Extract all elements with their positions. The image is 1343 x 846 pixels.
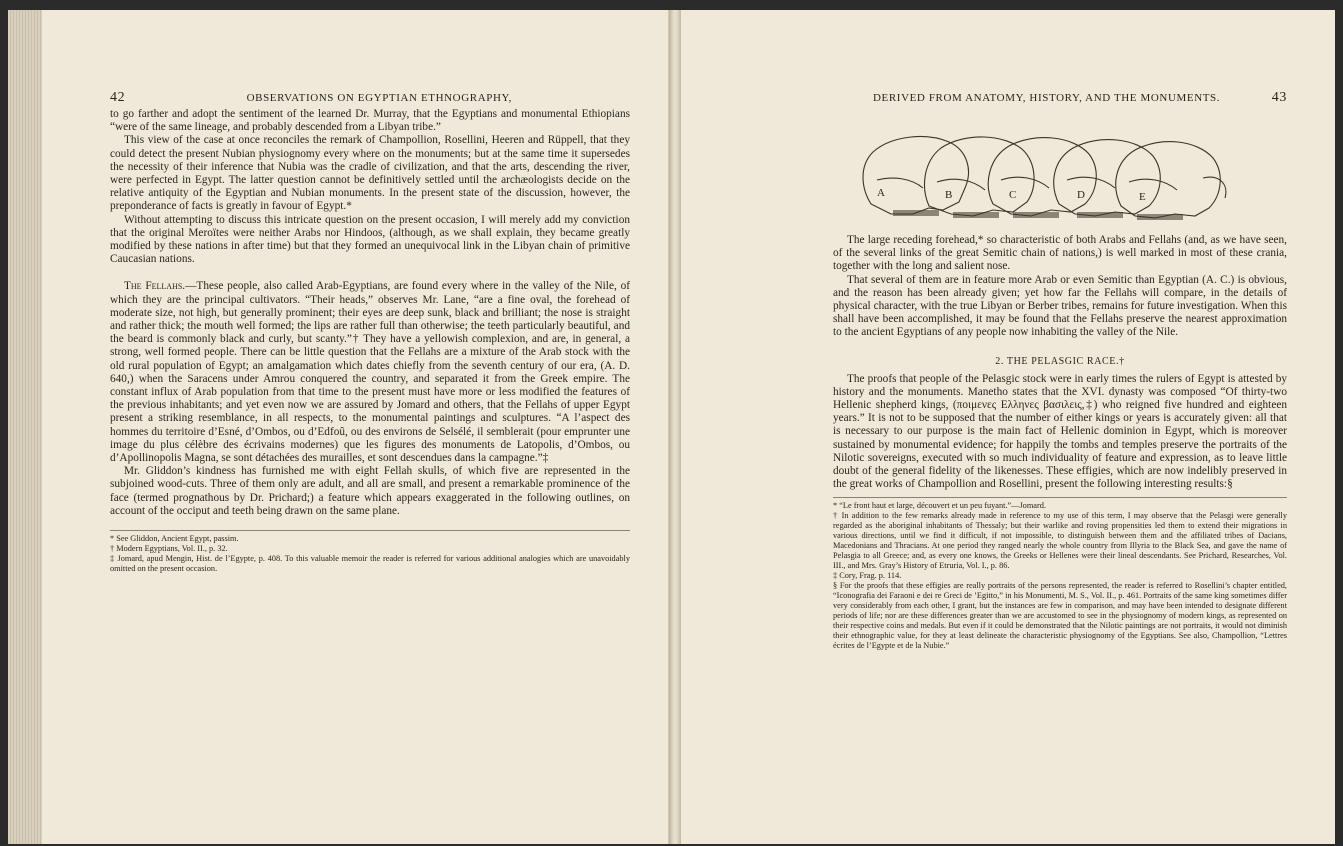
skull-outline xyxy=(1067,177,1115,188)
skull-outline xyxy=(1129,179,1177,190)
skull-outline xyxy=(1116,142,1221,218)
footnote: † In addition to the few remarks already made in reference to my use of this term, I may observe that the Pelasgi were generally regarded as the aboriginal inhabitants of Thessaly; but their warlike and roving propensities led them to extend their migrations in various directions, until we find it difficult, if not impossible, to distinguish between them and the affiliated tribes of Dacians, Macedonians and Thracians. At one period they ranged nearly the whole country from Illyria to the Black Sea, and gave the name of Pelasgia to all Greece; and, as every one knows, the Greeks or Hellenes were their lineal descendants. See Prichard, Researches, Vol. III., and Mrs. Gray’s History of Etruria, Vol. I., p. 86. xyxy=(833,511,1287,571)
fellahs-text: —These people, also called Arab-Egyptians, are found every where in the valley of the Nile, of which they are the principal cultivators. “Their heads,” observes Mr. Lane, “are a fine oval, the forehead of moderate size, not high, but generally prominent; their eyes are deep sunk, black and brilliant; the nose is straight and rather thick; the mouth well formed; the lips are rather full than otherwise; the teeth particularly beautiful, and the beard is commonly black and curly, but scanty.”† They have a yellowish complexion, and are, in general, a strong, well formed people. There can be little question that the Fellahs are a mixture of the Arab stock with the old rural population of Egypt; an amalgamation which dates chiefly from the seventh century of our era, (A. D. 640,) when the Saracens under Amrou conquered the country, and separated it from the Greek empire. The constant influx of Arab population from that time to the present must have more or less modified the features of the previous inhabitants; and yet even now we are assured by Jomard and others, that the Fellahs of upper Egypt present a striking resemblance, in all respects, to the monumental paintings and sculptures. “A l’aspect des hommes du territoire d’Esné, d’Ombos, ou d’Edfoû, ou des environs de Selsélé, il semblerait (pour emprunter une image du plus célèbre des écrivains modernes) que les figures des monuments de Latopolis, d’Ombos, ou d’Apollinopolis Magna, se sont détachées des murailles, et sont descendues dans la campagne.”‡ xyxy=(110,280,630,465)
footnote: * “Le front haut et large, découvert et un peu fuyant.”—Jomard. xyxy=(833,501,1046,511)
figure-label-b: B xyxy=(945,189,953,201)
teeth-row xyxy=(953,212,999,218)
right-running-title: DERIVED FROM ANATOMY, HISTORY, AND THE MONUMENTS. xyxy=(873,92,1221,104)
right-page xyxy=(681,10,1335,844)
figure-label-d: D xyxy=(1077,189,1085,201)
teeth-row xyxy=(1077,212,1123,218)
figure-label-c: C xyxy=(1009,189,1017,201)
left-running-head xyxy=(110,90,630,108)
teeth-row xyxy=(1137,214,1183,220)
skull-outline xyxy=(1054,140,1161,216)
left-running-title: OBSERVATIONS ON EGYPTIAN ETHNOGRAPHY, xyxy=(246,92,512,104)
skull-woodcut-figure xyxy=(833,118,1287,228)
page-edge-stack xyxy=(8,10,42,844)
footnote: ‡ Jomard, apud Mengin, Hist. de l’Egypte, p. 408. To this valuable memoir the reader is referred for various additional analogies which are unavoidably omitted on the present occasion. xyxy=(110,554,630,574)
book-spread xyxy=(8,10,1335,844)
paragraph-pelasgic: The proofs that people of the Pelasgic stock were in early times the rulers of Egypt is attested by history and the monuments. Manetho states that the XVI. dynasty was composed “Of thirty-two Hellenic shepherd kings, (ποιμενες Ελληνες βασιλεις,‡) who reigned five hundred and eighteen years.” It is not to be supposed that the number of either kings or years is accurately given: all that is necessary to our purpose is the main fact of Hellenic dominion in Egypt, which is moreover sustained by monumental evidence; for happily the tombs and temples preserve the portraits of the Nilotic sovereigns, executed with so much individuality of feature and expression, as to leave little doubt of the general fidelity of the likenesses. These effigies, which are now indelibly preserved in the great works of Champollion and Rosellini, present the following interesting results:§ xyxy=(833,372,1287,491)
fellahs-heading: The Fellahs. xyxy=(124,280,186,293)
footnote: ‡ Cory, Frag. p. 114. xyxy=(833,571,902,581)
paragraph-fellahs xyxy=(110,280,630,465)
right-page-number: 43 xyxy=(1271,90,1287,105)
paragraph: The large receding forehead,* so characteristic of both Arabs and Fellahs (and, as we have seen, of the several links of the great Semitic chain of nations,) is well marked in most of these crania, together with the long and salient nose. xyxy=(833,234,1287,273)
skull-outlines xyxy=(833,118,1287,228)
footnote: † Modern Egyptians, Vol. II., p. 32. xyxy=(110,544,228,554)
left-footnotes xyxy=(110,530,630,574)
book-gutter xyxy=(669,10,681,844)
right-running-head xyxy=(833,90,1287,108)
footnote: § For the proofs that these effigies are really portraits of the persons represented, the reader is referred to Rosellini’s chapter entitled, “Iconografia dei Faraoni e dei re Greci de ’Egitto,” in his Monumenti, M. S., Vol. II., p. 461. Portraits of the same king sometimes differ very considerably from each other, I grant, but the instances are few in comparison, and may have been intended to designate different periods of life; nor are these differences greater than we are accustomed to see in the physiognomy of modern kings, as represented on their respective coins and medals. But even if it could be demonstrated that the Nilotic paintings are not portraits, it would not diminish their ethnographic value, for they at least delineate the characteristic physiognomy of the Egyptians. See also, Champollion, “Lettres écrites de l’Egypte et de la Nubie.” xyxy=(833,581,1287,651)
section-heading: 2. THE PELASGIC RACE.† xyxy=(995,355,1125,367)
footnote: * See Gliddon, Ancient Egypt, passim. xyxy=(110,534,239,544)
paragraph-gliddon: Mr. Gliddon’s kindness has furnished me with eight Fellah skulls, of which five are represented in the subjoined wood-cuts. Three of them only are adult, and all are small, and present a remarkable prominence of the face (termed prognathous by Dr. Prichard;) a feature which appears exaggerated in the following outlines, on account of the occiput and teeth being drawn on the same plane. xyxy=(110,465,630,517)
skull-outline xyxy=(925,137,1035,216)
right-footnotes xyxy=(833,497,1287,651)
skull-outline xyxy=(863,137,968,214)
right-page-content xyxy=(833,90,1287,651)
left-page-content xyxy=(110,90,630,574)
paragraph: This view of the case at once reconciles the remark of Champollion, Rosellini, Heeren and Rüppell, that they could detect the present Nubian physiognomy every where on the monuments; but at the same time it supersedes the necessity of their inference that Nubia was the cradle of civilization, and that the arts, descending the river, were perfected in Egypt. The latter question cannot be definitively settled until the archæologists decide on the relative antiquity of the Egyptian and Nubian monuments. In the present state of the discussion, however, the preponderance of facts is greatly in favour of Egypt.* xyxy=(110,134,630,213)
left-page xyxy=(8,10,669,844)
figure-label-e: E xyxy=(1139,191,1146,203)
paragraph: to go farther and adopt the sentiment of the learned Dr. Murray, that the Egyptians and monumental Ethiopians “were of the same lineage, and probably descended from a Libyan tribe.” xyxy=(110,108,630,134)
figure-label-a: A xyxy=(877,187,885,199)
teeth-row xyxy=(893,210,939,216)
paragraph: Without attempting to discuss this intricate question on the present occasion, I will merely add my conviction that the original Meroïtes were neither Arabs nor Hindoos, (although, as we shall explain, they became greatly modified by these nations in after time) but that they formed an unequivocal link in the Libyan chain of primitive Caucasian nations. xyxy=(110,213,630,266)
paragraph: That several of them are in feature more Arab or even Semitic than Egyptian (A. C.) is obvious, and the reason has been already given; yet how far the Fellahs will compare, in the details of physical character, with the true Libyan or Berber tribes, remains for future investigation. When this shall have been accomplished, it may be found that the Fellahs preserve the nearest approximation to the ancient Egyptians of any people now inhabiting the valley of the Nile. xyxy=(833,273,1287,339)
skull-outline xyxy=(1203,177,1226,198)
skull-outline xyxy=(1001,177,1049,188)
teeth-row xyxy=(1013,212,1059,218)
left-page-number: 42 xyxy=(110,90,126,105)
